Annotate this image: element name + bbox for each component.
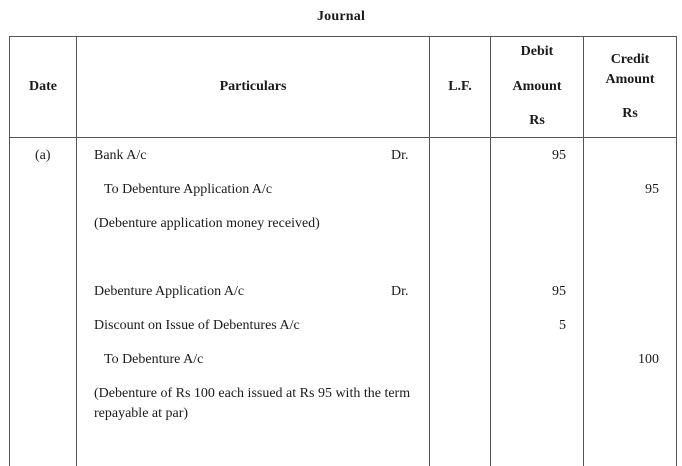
header-debit-currency: Rs: [529, 113, 545, 128]
column-border-left: [9, 36, 10, 466]
header-credit-label: Credit: [610, 52, 650, 67]
dr-marker: Dr.: [391, 284, 409, 299]
particulars-line: Discount on Issue of Debentures A/c: [94, 318, 300, 333]
debit-amount: 95: [552, 284, 566, 299]
credit-amount: 95: [645, 182, 659, 197]
particulars-line: To Debenture Application A/c: [104, 182, 273, 197]
column-border-particulars: [429, 36, 430, 466]
header-debit-amount: Amount: [512, 79, 562, 94]
column-border-right: [676, 36, 677, 466]
narration: (Debenture application money received): [94, 216, 320, 231]
column-border-date: [76, 36, 77, 466]
particulars-line: Bank A/c: [94, 148, 147, 163]
particulars-line: To Debenture A/c: [104, 352, 204, 367]
journal-table: [9, 36, 677, 466]
dr-marker: Dr.: [391, 148, 409, 163]
header-bottom-border: [9, 137, 677, 138]
journal-title: Journal: [316, 9, 366, 24]
header-lf: L.F.: [448, 79, 472, 94]
header-credit-currency: Rs: [622, 106, 638, 121]
entry-date: (a): [35, 148, 51, 163]
header-debit-label: Debit: [520, 44, 554, 59]
column-border-lf: [490, 36, 491, 466]
header-particulars: Particulars: [219, 79, 287, 94]
header-date: Date: [29, 79, 57, 94]
debit-amount: 95: [552, 148, 566, 163]
table-top-border: [9, 36, 677, 37]
narration: (Debenture of Rs 100 each issued at Rs 95 with the term repayable at par): [94, 386, 411, 421]
credit-amount: 100: [638, 352, 659, 367]
debit-amount: 5: [559, 318, 566, 333]
header-credit-amount: Amount: [605, 72, 655, 87]
particulars-line: Debenture Application A/c: [94, 284, 245, 299]
column-border-debit: [583, 36, 584, 466]
